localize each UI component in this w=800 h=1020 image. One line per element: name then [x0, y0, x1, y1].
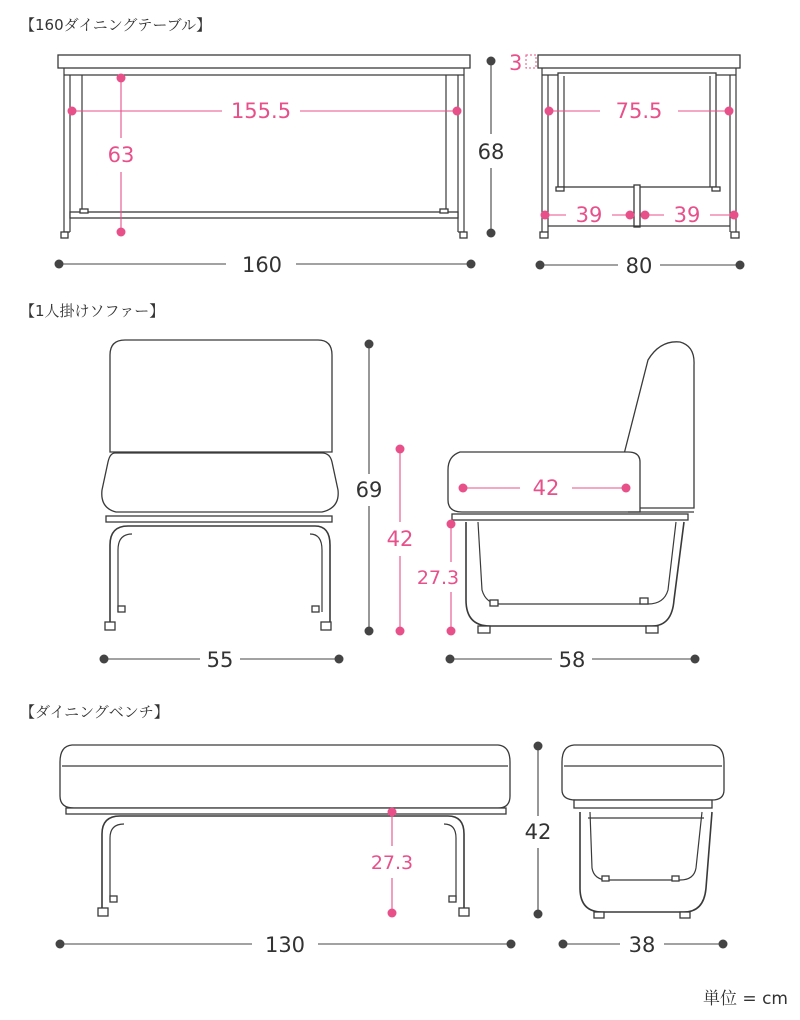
sofa-depth-dim [446, 648, 700, 672]
sofa-height-label: 69 [355, 478, 383, 502]
sofa-width-label: 55 [206, 648, 234, 672]
table-top-thickness-label: 3 [509, 51, 523, 75]
table-heading: 【160ダイニングテーブル】 [20, 16, 212, 34]
sofa-side-drawing [448, 342, 694, 633]
table-inner-depth-label: 75.5 [615, 99, 663, 123]
table-leg-clearance-label: 63 [107, 143, 135, 167]
table-inner-width-label: 155.5 [230, 99, 292, 123]
table-half-depth-right-label: 39 [673, 203, 701, 227]
table-half-depth-right-dim [641, 203, 739, 227]
sofa-seat-height-label: 42 [386, 527, 414, 551]
unit-note: 単位 = cm [703, 989, 788, 1009]
sofa-front-drawing [102, 340, 338, 630]
bench-front-drawing [60, 745, 510, 916]
sofa-depth-label: 58 [558, 648, 586, 672]
bench-side-drawing [562, 745, 724, 918]
bench-under-seat-height-label: 27.3 [370, 852, 414, 874]
table-width-label: 160 [241, 253, 283, 277]
sofa-heading: 【1人掛けソファー】 [20, 302, 165, 320]
sofa-height-dim [356, 340, 383, 636]
table-depth-dim [536, 254, 745, 278]
bench-depth-label: 38 [628, 933, 656, 957]
table-depth-label: 80 [625, 254, 653, 278]
sofa-under-seat-height-label: 27.3 [416, 567, 460, 589]
bench-width-dim [56, 933, 516, 957]
table-height-label: 68 [477, 140, 505, 164]
bench-depth-dim [559, 933, 728, 957]
table-half-depth-left-dim [541, 203, 635, 227]
bench-height-label: 42 [524, 820, 552, 844]
table-width-dim [55, 253, 476, 277]
bench-width-label: 130 [264, 933, 306, 957]
table-half-depth-left-label: 39 [575, 203, 603, 227]
sofa-seat-depth-label: 42 [532, 476, 560, 500]
bench-under-seat-height-dim [371, 808, 413, 918]
bench-heading: 【ダイニングベンチ】 [20, 703, 169, 721]
table-height-dim [478, 57, 505, 238]
sofa-seat-height-dim [387, 445, 414, 636]
sofa-width-dim [100, 648, 344, 672]
table-inner-width-dim [68, 99, 462, 123]
bench-height-dim [525, 742, 552, 919]
table-side-drawing [526, 55, 740, 238]
sofa-under-seat-height-dim [417, 520, 459, 636]
